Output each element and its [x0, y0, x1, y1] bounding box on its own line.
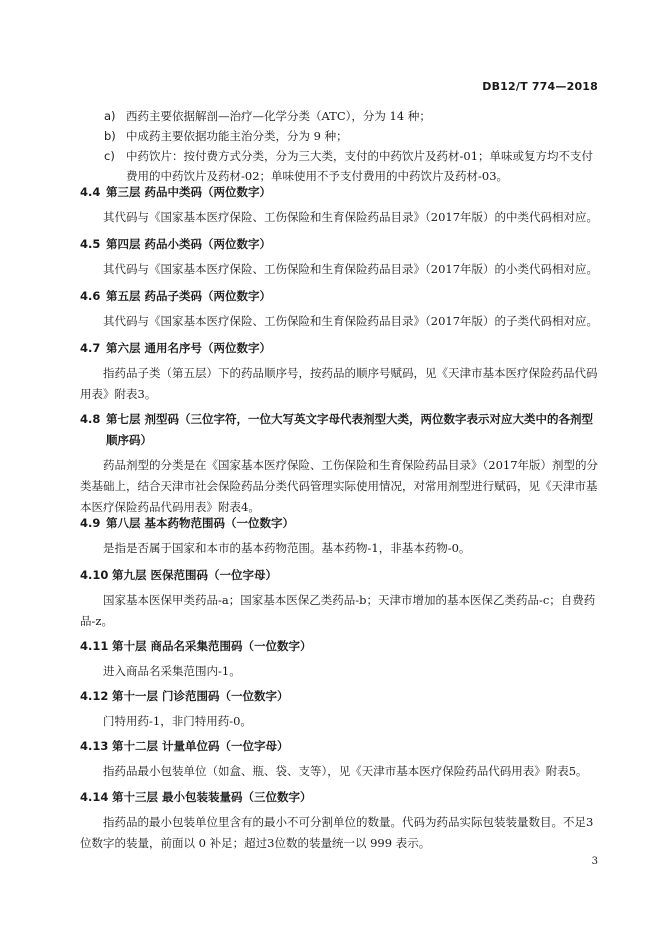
section-heading	[80, 286, 600, 307]
section-4-12	[80, 686, 600, 732]
section-body: 药品剂型的分类是在《国家基本医疗保险、工伤保险和生育保险药品目录》（2017年版）剂型的分类基础上，结合天津市社会保险药品分类代码管理实际使用情况，对常用剂型进行赋码，见《天津市基本医疗保险药品代码用表》附表4。	[80, 458, 599, 514]
section-heading	[80, 409, 600, 451]
list-item-text: 中药饮片：按付费方式分类，分为三大类，支付的中药饮片及药材-01；单味或复方均不支付费用的中药饮片及药材-02；单味使用不予支付费用的中药饮片及药材-03。	[126, 149, 594, 183]
section-body: 其代码与《国家基本医疗保险、工伤保险和生育保险药品目录》（2017年版）的小类代码相对应。	[103, 262, 599, 276]
section-number: 4.7	[80, 341, 101, 355]
section-number: 4.4	[80, 185, 101, 199]
section-body: 指药品子类（第五层）下的药品顺序号，按药品的顺序号赋码，见《天津市基本医疗保险药品代码用表》附表3。	[80, 366, 598, 401]
section-number: 4.10	[80, 568, 109, 582]
section-number: 4.9	[80, 516, 101, 530]
list-marker: b)	[104, 129, 116, 143]
section-number: 4.11	[80, 639, 109, 653]
section-title: 第十一层 门诊范围码（一位数字）	[112, 689, 289, 703]
section-4-13	[80, 736, 600, 782]
section-body: 国家基本医保甲类药品-a；国家基本医保乙类药品-b；天津市增加的基本医保乙类药品-c；自费药品-z。	[80, 593, 596, 628]
section-title: 第五层 药品子类码（两位数字）	[106, 289, 272, 303]
section-title: 第十二层 计量单位码（一位字母）	[112, 739, 289, 753]
classification-list	[104, 106, 600, 186]
section-4-4	[80, 182, 600, 228]
section-4-10	[80, 565, 600, 632]
document-code: DB12/T 774—2018	[482, 80, 598, 93]
list-item	[104, 106, 600, 126]
section-heading	[80, 234, 600, 255]
section-body: 指药品的最小包装单位里含有的最小不可分割单位的数量。代码为药品实际包装装量数目。不足3位数字的装量，前面以 0 补足；超过3位数的装量统一以 999 表示。	[80, 815, 594, 850]
section-number: 4.8	[80, 412, 101, 426]
section-heading	[80, 565, 600, 586]
section-heading	[80, 513, 600, 534]
section-number: 4.6	[80, 289, 101, 303]
section-heading	[80, 636, 600, 657]
section-4-5	[80, 234, 600, 280]
section-title: 第八层 基本药物范围码（一位数字）	[106, 516, 295, 530]
section-title: 第六层 通用名序号（两位数字）	[106, 341, 272, 355]
list-marker: c)	[104, 149, 115, 163]
section-number: 4.5	[80, 237, 101, 251]
section-body: 进入商品名采集范围内-1。	[103, 664, 241, 678]
list-item-text: 西药主要依据解剖—治疗—化学分类（ATC），分为 14 种；	[126, 109, 431, 123]
section-title: 第七层 剂型码（三位字符，一位大写英文字母代表剂型大类，两位数字表示对应大类中的各剂型顺序码）	[106, 412, 593, 447]
section-4-14	[80, 787, 600, 854]
section-body: 门特用药-1，非门特用药-0。	[103, 714, 252, 728]
section-4-9	[80, 513, 600, 559]
section-heading	[80, 686, 600, 707]
section-4-8	[80, 409, 600, 518]
section-number: 4.13	[80, 739, 109, 753]
section-4-6	[80, 286, 600, 332]
section-body: 是指是否属于国家和本市的基本药物范围。基本药物-1，非基本药物-0。	[103, 541, 471, 555]
section-heading	[80, 736, 600, 757]
list-item	[104, 126, 600, 146]
section-number: 4.12	[80, 689, 109, 703]
section-body: 指药品最小包装单位（如盒、瓶、袋、支等），见《天津市基本医疗保险药品代码用表》附表5。	[103, 764, 588, 778]
section-body: 其代码与《国家基本医疗保险、工伤保险和生育保险药品目录》（2017年版）的中类代码相对应。	[103, 210, 599, 224]
section-4-7	[80, 338, 600, 405]
section-number: 4.14	[80, 790, 109, 804]
section-title: 第十层 商品名采集范围码（一位数字）	[112, 639, 312, 653]
section-heading	[80, 787, 600, 808]
section-title: 第九层 医保范围码（一位字母）	[112, 568, 278, 582]
list-item	[104, 146, 600, 186]
section-heading	[80, 338, 600, 359]
section-title: 第三层 药品中类码（两位数字）	[106, 185, 272, 199]
section-title: 第十三层 最小包装装量码（三位数字）	[112, 790, 312, 804]
section-body: 其代码与《国家基本医疗保险、工伤保险和生育保险药品目录》（2017年版）的子类代码相对应。	[103, 314, 599, 328]
list-item-text: 中成药主要依据功能主治分类，分为 9 种；	[126, 129, 348, 143]
page-number: 3	[591, 856, 598, 867]
section-heading	[80, 182, 600, 203]
list-marker: a)	[104, 109, 116, 123]
section-4-11	[80, 636, 600, 682]
section-title: 第四层 药品小类码（两位数字）	[106, 237, 272, 251]
